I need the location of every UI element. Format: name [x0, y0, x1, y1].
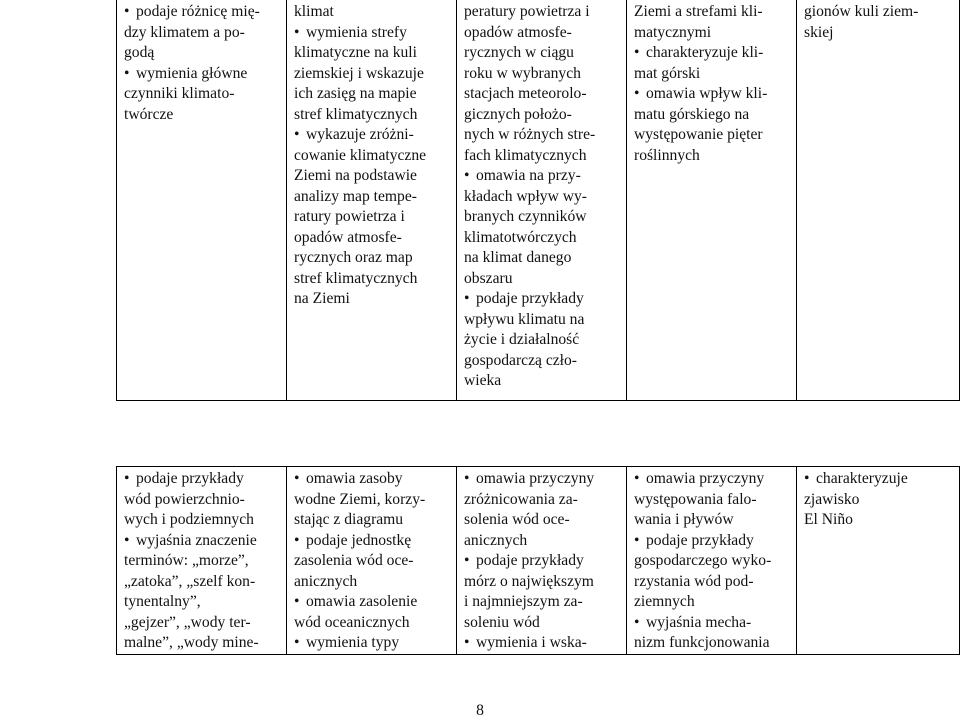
text-line: peratury powietrza i	[464, 3, 590, 20]
text-line: wania i pływów	[634, 511, 734, 528]
text-line: klimatyczne na kuli	[294, 44, 417, 61]
text-line: cowanie klimatyczne	[294, 146, 427, 164]
text-line: ziemskiej i wskazuje	[294, 64, 424, 82]
text-line: Ziemi na podstawie	[294, 167, 417, 184]
bullet-line: • podaje różnicę mię-	[124, 2, 282, 23]
text-line: opadów atmosfe-	[464, 23, 572, 41]
text-line: życie i działalność	[464, 331, 580, 348]
page-number: 8	[476, 702, 484, 719]
text-line: gionów kuli ziem-	[804, 3, 919, 20]
text-line: anicznych	[464, 531, 528, 549]
bullet-line: • omawia zasoby	[294, 469, 452, 490]
text-line: godą	[124, 44, 155, 61]
text-line: nych w różnych stre-	[464, 126, 596, 143]
text-line: gospodarczą czło-	[464, 351, 577, 369]
bullet-line: • omawia przyczyny	[464, 469, 622, 490]
text-line: twórcze	[124, 105, 174, 123]
cell-bottom-1	[116, 466, 286, 654]
text-line: zróżnicowania za-	[464, 490, 578, 508]
grid-line	[456, 0, 457, 400]
text-line: kładach wpływ wy-	[464, 187, 587, 205]
grid-line	[116, 0, 117, 400]
cell-bottom-4	[626, 466, 796, 654]
cell-top-1	[116, 0, 286, 400]
bullet-line: • podaje przykłady	[464, 551, 622, 572]
bullet-line: • charakteryzuje	[804, 469, 956, 490]
text-line: matycznymi	[634, 23, 712, 41]
text-line: Ziemi a strefami kli-	[634, 3, 763, 20]
text-line: zasolenia wód oce-	[294, 552, 414, 569]
text-line: roślinnych	[634, 146, 700, 164]
text-line: fach klimatycznych	[464, 146, 587, 164]
text-line: roku w wybranych	[464, 64, 581, 82]
grid-line	[626, 466, 627, 654]
grid-line	[456, 466, 457, 654]
text-line: czynniki klimato-	[124, 85, 235, 102]
cell-top-2	[286, 0, 456, 400]
text-line: wód powierzchnio-	[124, 490, 245, 508]
text-line: soleniu wód	[464, 613, 540, 631]
text-line: zjawisko	[804, 490, 860, 508]
text-line: klimat	[294, 3, 334, 20]
text-line: klimatotwórczych	[464, 228, 577, 246]
bullet-line: • wyjaśnia mecha-	[634, 613, 792, 634]
text-line: opadów atmosfe-	[294, 228, 402, 246]
grid-line	[286, 466, 287, 654]
text-line: solenia wód oce-	[464, 511, 570, 528]
grid-line	[796, 466, 797, 654]
text-line: rycznych w ciągu	[464, 44, 574, 61]
cell-bottom-5	[796, 466, 960, 654]
bullet-line: • podaje przykłady	[124, 469, 282, 490]
bullet-line: • wyjaśnia znaczenie	[124, 531, 282, 552]
text-line: El Niño	[804, 511, 853, 528]
cell-top-3	[456, 0, 626, 400]
bullet-line: • podaje jednostkę	[294, 531, 452, 552]
grid-line	[286, 0, 287, 400]
text-line: dzy klimatem a po-	[124, 23, 245, 41]
text-line: malne”, „wody mine-	[124, 634, 259, 651]
bullet-line: • omawia na przy-	[464, 166, 622, 187]
text-line: ziemnych	[634, 593, 695, 610]
text-line: mórz o największym	[464, 572, 594, 590]
text-line: rycznych oraz map	[294, 249, 413, 266]
text-line: „gejzer”, „wody ter-	[124, 613, 251, 631]
text-line: tynentalny”,	[124, 593, 201, 610]
grid-line	[116, 466, 960, 467]
bullet-line: • wymienia główne	[124, 64, 282, 85]
cell-bottom-2	[286, 466, 456, 654]
bullet-line: • omawia zasolenie	[294, 592, 452, 613]
text-line: gicznych położo-	[464, 105, 572, 123]
text-line: stacjach meteorolo-	[464, 85, 587, 102]
text-line: terminów: „morze”,	[124, 552, 249, 569]
grid-line	[116, 654, 960, 655]
text-line: na Ziemi	[294, 290, 350, 307]
text-line: gospodarczego wyko-	[634, 552, 772, 569]
text-line: występowania falo-	[634, 490, 757, 508]
text-line: wpływu klimatu na	[464, 310, 585, 328]
bullet-line: • omawia przyczyny	[634, 469, 792, 490]
text-line: wych i podziemnych	[124, 511, 254, 528]
bullet-line: • wymienia i wska-	[464, 633, 622, 654]
cell-bottom-3	[456, 466, 626, 654]
text-line: mat górski	[634, 64, 701, 82]
bullet-line: • podaje przykłady	[634, 531, 792, 552]
text-line: obszaru	[464, 269, 513, 287]
bullet-line: • wykazuje zróżni-	[294, 125, 452, 146]
text-line: wód oceanicznych	[294, 613, 410, 631]
text-line: analizy map tempe-	[294, 187, 417, 205]
text-line: wieka	[464, 372, 502, 389]
text-line: anicznych	[294, 572, 358, 590]
text-line: branych czynników	[464, 208, 587, 225]
text-line: na klimat danego	[464, 249, 572, 266]
bullet-line: • podaje przykłady	[464, 289, 622, 310]
bullet-line: • wymienia typy	[294, 633, 452, 654]
text-line: rzystania wód pod-	[634, 572, 754, 590]
text-line: występowanie pięter	[634, 126, 763, 143]
text-line: stref klimatycznych	[294, 105, 418, 123]
grid-line	[116, 400, 960, 401]
text-line: ratury powietrza i	[294, 208, 405, 225]
text-line: stref klimatycznych	[294, 269, 418, 287]
bullet-line: • wymienia strefy	[294, 23, 452, 44]
text-line: ich zasięg na mapie	[294, 85, 417, 102]
text-line: wodne Ziemi, korzy-	[294, 490, 426, 508]
cell-top-4	[626, 0, 796, 400]
bullet-line: • charakteryzuje kli-	[634, 43, 792, 64]
text-line: „zatoka”, „szelf kon-	[124, 572, 256, 590]
grid-line	[796, 0, 797, 400]
text-line: i najmniejszym za-	[464, 593, 583, 610]
bullet-line: • omawia wpływ kli-	[634, 84, 792, 105]
grid-line	[626, 0, 627, 400]
cell-top-5	[796, 0, 960, 400]
text-line: nizm funkcjonowania	[634, 634, 770, 651]
text-line: stając z diagramu	[294, 511, 404, 528]
text-line: matu górskiego na	[634, 105, 750, 123]
text-line: skiej	[804, 23, 834, 41]
grid-line	[116, 466, 117, 654]
